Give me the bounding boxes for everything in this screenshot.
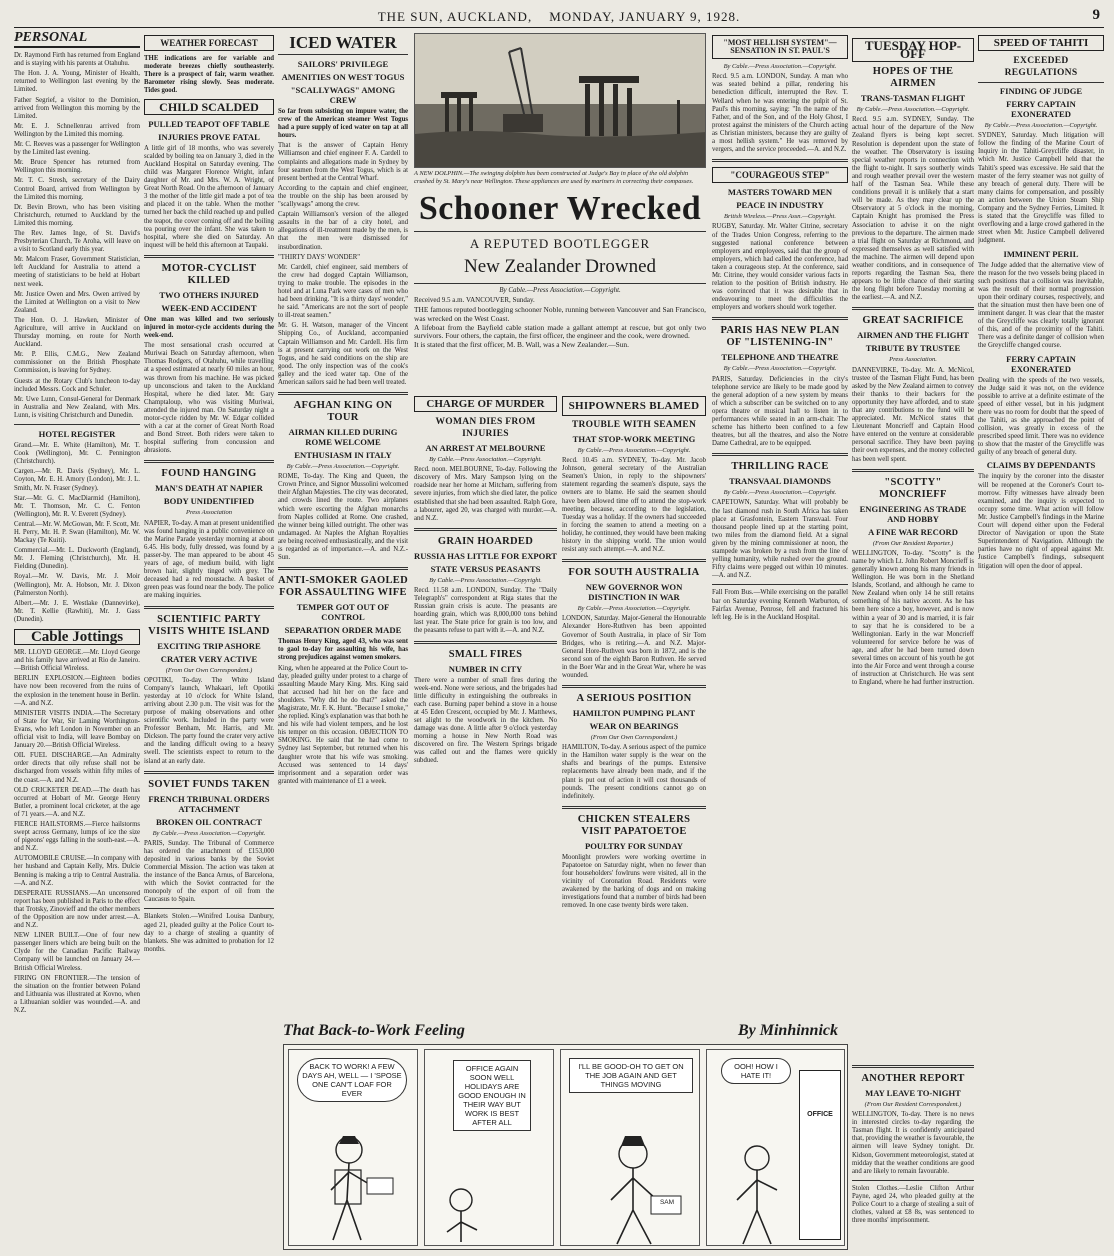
masthead — [14, 6, 1104, 28]
personal-item: Mr. T. C. Stresh, secretary of the Dairy Control Board, arrived from Wellington by the Limited this morning. — [14, 177, 140, 201]
schooner-paragraphs — [414, 306, 706, 350]
cable-jotting-item: MR. LLOYD GEORGE.—Mr. Lloyd George and his family have arrived at Rio de Janeiro.—British Official Wireless. — [14, 649, 140, 673]
schooner-dateline: Received 9.5 a.m. VANCOUVER, Sunday. — [414, 296, 535, 304]
cartoon-panel-1 — [288, 1049, 418, 1246]
great-sacrifice-heading: GREAT SACRIFICE — [862, 315, 964, 327]
hotel-register-item: Royal.—Mr. W. Davis, Mr. J. Moir (Wellington), Mr. A. Hobson, Mr. J. Dixon (Palmerston North). — [14, 573, 140, 597]
scotty-moncrieff-text: WELLINGTON, To-day. "Scotty" is the name by which Lt. John Robert Moncrieff is generally known among his many friends in Wellington. He was born in the Shetland Islands, Scotland, and although he came to New Zealand when only 14 he still retains something of his native accent. As he has been here since a boy, however, and is now within a year of 30 and is married, it is fair to say that he is considered to be a Wellingtonian. Early in the war Moncrieff volunteered for service before he was of age, and after he had been turned down several times on account of his youth he got into the Air Force and went through a course of instruction at Christchurch. He was sent to England, where he had further instruction. — [852, 549, 974, 687]
motorcyclist-lead: One man was killed and two seriously injured in motor-cycle accidents during the week-end. — [144, 315, 274, 340]
speed-tahiti-subhead: EXCEEDED REGULATIONS — [978, 55, 1104, 83]
personal-item: The Rev. James Inge, of St. David's Presbyterian Church, Te Aroha, will leave on a visit to Scotland early this year. — [14, 229, 140, 254]
hotel-register-item: Grand.—Mr. E. White (Hamilton), Mr. T. Cook (Wellington), Mr. C. Pennington (Christchurch). — [14, 442, 140, 466]
found-hanging-subhead: MAN'S DEATH AT NAPIER — [155, 483, 263, 494]
personal-item: Dr. Bevin Brown, who has been visiting Christchurch, returned to Auckland by the Limited this morning. — [14, 203, 140, 227]
chicken-stealers-subhead: POULTRY FOR SUNDAY — [584, 840, 684, 851]
courageous-step-subhead-2: PEACE IN INDUSTRY — [736, 200, 824, 211]
column-personal — [14, 32, 140, 1250]
dolphin-photo — [414, 33, 706, 168]
child-subhead-2: INJURIES PROVE FATAL — [158, 131, 260, 142]
schooner-subhead-2: New Zealander Drowned — [414, 256, 706, 284]
cartoon-speech-1: BACK TO WORK! A FEW DAYS AH, WELL — I 'SPOSE ONE CAN'T LOAF FOR EVER — [297, 1058, 407, 1102]
page-number: 9 — [1092, 7, 1100, 23]
serious-position-heading: A SERIOUS POSITION — [576, 693, 692, 705]
serious-position-text: HAMILTON, To-day. A serious aspect of the pumice in the Hamilton water supply is the wear on the shafts and bearings of the pumps. Extensive replacements have already been made, and if the plant is put out of action it will cost thousands of pounds. The present conditions cannot go on indefinitely. — [562, 744, 706, 800]
child-subhead: PULLED TEAPOT OFF TABLE — [148, 118, 270, 129]
paris-listening-byline: By Cable.—Press Association.—Copyright. — [723, 365, 837, 373]
courageous-step-text: RUGBY, Saturday. Mr. Walter Citrine, secretary of the Trades Union Congress, referring to the suggested national conference between employers and employees, said that the group of employers, which had called the conference, had taken a courageous step. At the conference, said Mr. Citrine, they would consider various facts in relation to the position of British industry. He was convinced that it was desirable that in endeavouring to meet the difficulties the employers and workers should work together. — [712, 223, 848, 312]
another-report-byline: (From Our Resident Correspondent.) — [864, 1101, 962, 1108]
iced-water-paragraph: Mr. G. H. Watson, manager of the Vincent Shipping Co., of Auckland, accompanied Captain Williamson and Mr. Cardell. His firm is at present carrying out work on the West Togus, and he said conditions on the ship are good. The only inspection was of the cook's galley and the iced water tap. One of the American sailors said he had been well treated. — [278, 322, 408, 386]
hotel-register-item: Cargen.—Mr. R. Davis (Sydney), Mr. L. Coyton, Mr. E. H. Amory (London), Mr. J. L. Smith, Mr. N. Fraser (Sydney). — [14, 468, 140, 492]
paris-listening-text: PARIS, Saturday. Deficiencies in the city's telephone service are likely to be made good by the general adoption of a new system by means of which a subscriber can be switched on to any opera theatre or musical hall to listen in to performances while seated in an arm-chair. The scheme has hitherto been confined to a few theatres, but all the theatres, and also the Notre Dame Cathedral, are to be equipped. — [712, 375, 848, 448]
south-australia-subhead: NEW GOVERNOR WON DISTINCTION IN WAR — [585, 582, 683, 603]
anti-smoker-text: King, when he appeared at the Police Court to-day, pleaded guilty under protest to a charge of assaulting Maude Mary King. Mrs. King said that accused had hit her on the face and shoulders. "Why did he do that?" asked the Magistrate, Mr. F. K. Hunt. "Because I smoke," she replied. King's explanation was that both he and his wife had violent tempers, and he lost his temper on this occasion. OBJECTION TO SMOKING. He said that he had come to Sydney last September, but returned when his daughter wrote that his wife was smoking. Accused was sentenced to 14 days' imprisonment and a separation order was granted with maintenance of £1 a week. — [278, 664, 408, 785]
cartoon-figure-2 — [425, 1050, 554, 1246]
iced-water-paragraph: Mr. Cardell, chief engineer, said members of the crew had dogged Captain Williamson, trying to make trouble. The episodes in the hotel and at Luna Park were cases of men who had been drinking. "It is a thirty days' wonder," he said. "Americans are not the sort of people to ill-treat seamen." — [278, 263, 408, 320]
column-four — [414, 393, 557, 1020]
found-hanging-text: NAPIER, To-day. A man at present unidentified was found hanging in a public convenience on the Marine Parade yesterday morning at about 6.45. His body, fully dressed, was found by a passer-by. The man appeared to be about 45 years of age, of medium build, with light brown hair, slightly tinged with grey. The deceased had a red moustache. A basket of green peas was found near the body. The police are making inquiries. — [144, 519, 274, 600]
scotty-moncrieff-subhead-2: A FINE WAR RECORD — [868, 526, 958, 537]
iced-water-subhead: SAILORS' PRIVILEGE — [297, 59, 389, 69]
soviet-funds-byline: By Cable.—Press Association.—Copyright. — [152, 829, 266, 837]
cartoon-figure-4 — [707, 1050, 845, 1246]
fall-from-bus-text: Fall From Bus.—While exercising on the parallel bar on Saturday evening Kenneth Warburton, of Fairfax Avenue, Penrose, fell and fractured his left leg. He is in the Auckland Hospital. — [712, 589, 848, 621]
cartoon-suitcase-label: SAM — [659, 1199, 675, 1206]
another-report-subhead: MAY LEAVE TO-NIGHT — [865, 1088, 961, 1098]
great-sacrifice-text: DANNEVIRKE, To-day. Mr. A. McNicol, trustee of the Tasman Flight Fund, has been asked by the New Zealand airmen to convey their thanks to their backers for the opportunity they have afforded, and to state that any contributions to the fund will be appreciated. Mr. McNicol states that Lieutenant Moncrieff and Captain Hood have entered on the venture at considerable personal sacrifice. They have been paying their own expenses, and the money collected has been well spent. — [852, 366, 974, 463]
tuesday-hopoff-subhead: HOPES OF THE AIRMEN — [872, 66, 954, 90]
dolphin-photo-illustration — [415, 34, 706, 168]
grain-hoarded-byline: By Cable.—Press Association.—Copyright. — [429, 576, 542, 584]
column-eight — [978, 32, 1104, 1250]
hotel-register-item: Commercial.—Mr. L. Duckworth (England), Mr. J. Fleming (Christchurch), Mr. H. Fielding (Dunedin). — [14, 547, 140, 571]
hotel-register-item: Star.—Mr. G. C. MacDiarmid (Hamilton), Mr. T. Thomson, Mr. C. C. Fenton (Wellington), Mr. R. V. Everett (Sydney). — [14, 494, 140, 518]
child-article-text: A little girl of 18 months, who was severely scalded by boiling tea on January 3, died in the Auckland Hospital on Saturday evening. The child was Margaret Florence Wright, infant daughter of Mr. and Mrs. W. A. Wright, of Great North Road. On the afternoon of January 3 the mother of the little girl made a pot of tea and placed it on the table. When the mother turned her back the child reached up and pulled the teapot, the cover coming off and the boiling tea pouring over the infant. She was taken to hospital, where she died on Saturday. An inquest will be held this afternoon at Taupaki. — [144, 144, 274, 249]
hotel-register-heading: HOTEL REGISTER — [38, 429, 116, 440]
cartoon-figure-3 — [561, 1050, 700, 1246]
found-hanging-byline: Press Association — [185, 509, 233, 517]
personal-item: The Hon. J. A. Young, Minister of Health, returned to Wellington last evening by the Limited. — [14, 70, 140, 94]
schooner-paragraph: A lifeboat from the Bayfield cable station made a gallant attempt at rescue, but got only two survivors. Four others, the captain, the first officer, the engineer and the cook, were drowned. — [414, 322, 706, 341]
afghan-king-subhead-2: ENTHUSIASM IN ITALY — [294, 450, 392, 461]
claims-text: The inquiry by the coroner into the disaster will be reopened at the Coroner's Court to-morrow. Fifty witnesses have already been examined, and the inquiry is expected to occupy some time. What action will follow Mr. Justice Campbell's findings in the Marine Court will depend either upon the Federal Director of Navigation or upon the State Superintendent of Navigation. Although the parties have no right of appeal against Mr. Justice Campbell's findings, subsequent litigation will open the door of appeal. — [978, 473, 1104, 570]
hotel-register-paragraphs — [14, 442, 140, 624]
iced-water-paragraph: That is the answer of Captain Henry Williamson and chief engineer F. A. Cardell to complaints and allegations made in Sydney by four seamen from the West Togus, which is at present berthed at the Central Wharf. — [278, 142, 408, 182]
cartoon — [283, 1044, 848, 1250]
imminent-peril-text: The Judge added that the alternative view of the reason for the two vessels being placed in such positions that a collision was inevitable, was the result of their normal progression upon their ordinary courses, respectively, and that the situation must then have been one of imminent danger. It was clear that the master of the Greycliffe was clearly totally ignorant of this, and of the proximity of the Tahiti. There was a definite danger of collision when the Greycliffe changed course. — [978, 261, 1104, 350]
iced-water-heading: ICED WATER — [289, 33, 397, 52]
iced-water-paragraph: Captain Williamson's version of the alleged assaults in the bar of a city hotel, and allegations of ill-treatment made by the men, is that the men were dismissed for insubordination. — [278, 211, 408, 251]
anti-smoker-subhead-2: SEPARATION ORDER MADE — [284, 625, 402, 636]
personal-paragraphs — [14, 52, 140, 420]
shipowners-heading: SHIPOWNERS BLAMED — [562, 396, 706, 416]
blankets-stolen-text: Blankets Stolen.—Winifred Louisa Danbury, aged 21, pleaded guilty at the Police Court to-day to a charge of stealing a quantity of blankets. She was admitted to probation for 12 months. — [144, 913, 274, 953]
south-australia-byline: By Cable.—Press Association.—Copyright. — [577, 605, 691, 613]
found-hanging-subhead-2: BODY UNIDENTIFIED — [163, 496, 255, 507]
cartoon-figure-1 — [289, 1050, 418, 1246]
personal-item: Mr. Justice Owen and Mrs. Owen arrived by the Limited at Wellington on a visit to New Zealand. — [14, 290, 140, 314]
grain-hoarded-subhead-2: STATE VERSUS PEASANTS — [430, 563, 541, 574]
cartoon-title-bar — [283, 1022, 848, 1042]
hotel-register-item: Albert.—Mr. J. E. Westlake (Dannevirke), Mr. T. Kellie (Rawhiti), Mr. J. Gass (Dunedin). — [14, 599, 140, 623]
cable-jotting-item: BERLIN EXPLOSION.—Eighteen bodies have now been recovered from the ruins of the explosion in the tenement house in Berlin.—A. and N.Z. — [14, 675, 140, 707]
afghan-king-subhead: AIRMAN KILLED DURING ROME WELCOME — [288, 427, 398, 448]
scientific-party-heading: SCIENTIFIC PARTY VISITS WHITE ISLAND — [148, 613, 270, 637]
ferry-captain-text: Dealing with the speeds of the two vessels, the Judge said it was not, on the evidence possible to arrive at a definite estimate of the speed of either vessel, but in his judgment there was no room for doubt that the speed of the Tahiti, as she approached the point of collision, was greatly in excess of the prescribed speed limit. There was no evidence to show that the master of the Greycliffe was guilty of any breach of general duty. — [978, 376, 1104, 457]
anti-smoker-heading: ANTI-SMOKER GAOLED FOR ASSAULTING WIFE — [278, 575, 408, 599]
another-report-text: WELLINGTON, To-day. There is no news in interested circles to-day regarding the Tasman flight. It is confidently anticipated that, providing the weather is favourable, the airmen will leave Sydney tonight. Dr. Kidson, Government meteorologist, stated at midday that the weather conditions are good and are likely to remain favourable. — [852, 1111, 974, 1175]
cable-jotting-item: NEW LINER BUILT.—One of four new passenger liners which are being built on the Clyde for the Canadian Pacific Railway Company will be launched on January 24.—British Official Wireless. — [14, 932, 140, 972]
imminent-peril-heading: IMMINENT PERIL — [1003, 248, 1079, 259]
scientific-party-text: OPOTIKI, To-day. The White Island Company's launch, Whakaari, left Opotiki yesterday at 10 o'clock for White Island, arriving about 2.30 p.m. The visit was for the purpose of making observations and other scientific work. Included in the party were Professor Benham, Mr. Harris, and Mr. Dickson. The party found the crater very active and the landing difficult owing to a heavy swell. The scientists expect to return to the island at an early date. — [144, 676, 274, 765]
scotty-moncrieff-byline: (From Our Resident Reporter.) — [872, 539, 954, 547]
issue-date: MONDAY, JANUARY 9, 1928. — [549, 9, 741, 24]
cartoon-byline: By Minhinnick — [737, 1022, 838, 1039]
personal-item: Mr. Malcom Fraser, Government Statistician, left Auckland for Australia to attend a meeting of statisticians to be held at Hobart next week. — [14, 256, 140, 288]
ferry-captain-heading: FERRY CAPTAIN EXONERATED — [1006, 353, 1076, 374]
south-australia-text: LONDON, Saturday. Major-General the Honourable Alexander Hore-Ruthven has been appointed Governor of South Australia, in place of Sir Tom Bridges, who is retiring.—A. and N.Z. Major-General Hore-Ruthven was born in 1872, and is the second son of the eighth Baron Ruthven. He served in the Boer War and in the Great War, where he was wounded. — [562, 615, 706, 679]
shipowners-subhead: TROUBLE WITH SEAMEN — [571, 420, 697, 430]
personal-item: Mr. C. Reeves was a passenger for Wellington by the Limited last evening. — [14, 141, 140, 157]
schooner-paragraph: THE famous reputed bootlegging schooner Noble, running between Vancouver and San Francisco, was wrecked on the West Coast. — [414, 305, 706, 323]
anti-smoker-lead: Thomas Henry King, aged 43, who was sent to gaol to-day for assaulting his wife, has strong prejudices against women smokers. — [278, 638, 408, 662]
small-fires-heading: SMALL FIRES — [448, 648, 523, 660]
great-sacrifice-byline: Press Association. — [889, 356, 937, 364]
cable-jotting-item: AUTOMOBILE CRUISE.—In company with her husband and Captain Kelly, Mrs. Dulcie Benning is making a trip to Central Australia.—A. and N.Z. — [14, 855, 140, 887]
tuesday-hopoff-text: Recd. 9.5 a.m. SYDNEY, Sunday. The actual hour of the departure of the New Zealand flyers is being kept secret. Resolution is dependent upon the state of the weather. The Observatory is issuing special weather reports in connection with the flight to-night. It says southerly winds and rough weather prevail over the western half of the Tasman Sea. While these conditions prevail it is unlikely that a start will be made. As they may clear up the Observatory at 5 o'clock in the morning, Captain Knight has promised the Press Association to advise it on the night previous to the departure. The airmen made a trial flight on Saturday at Richmond, and expressed themselves as well satisfied with the machine. The airmen will depend upon weather conditions, and in consequence of reports regarding the Tasman Sea, there appears to be little chance of their starting the long flight before Tuesday morning at the earliest.—A. and N.Z. — [852, 116, 974, 302]
tuesday-hopoff-heading: TUESDAY HOP-OFF — [852, 38, 974, 62]
st-pauls-heading: "MOST HELLISH SYSTEM"— SENSATION IN ST. PAUL'S — [712, 35, 848, 59]
great-sacrifice-subhead: AIRMEN AND THE FLIGHT — [857, 330, 969, 341]
found-hanging-heading: FOUND HANGING — [161, 468, 257, 480]
cartoon-office-sign: OFFICE — [807, 1111, 833, 1118]
scientific-party-subhead-2: CRATER VERY ACTIVE — [160, 653, 258, 664]
paris-listening-heading: PARIS HAS NEW PLAN OF "LISTENING-IN" — [720, 325, 840, 349]
column-six — [712, 32, 848, 1020]
tuesday-hopoff-byline: By Cable.—Press Association.—Copyright. — [856, 106, 970, 114]
child-scalded-heading: CHILD SCALDED — [144, 99, 274, 115]
cartoon-speech-2: OFFICE AGAIN SOON WELL HOLIDAYS ARE GOOD ENOUGH IN THEIR WAY BUT WORK IS BEST AFTER ALL — [453, 1060, 531, 1131]
thrilling-race-subhead: TRANSVAAL DIAMONDS — [729, 476, 831, 487]
speed-tahiti-subhead-2: FINDING OF JUDGE — [999, 86, 1083, 97]
afghan-king-byline: By Cable.—Press Association.—Copyright. — [286, 463, 400, 471]
charge-murder-byline: By Cable.—Press Association.—Copyright. — [429, 456, 542, 464]
anti-smoker-subhead: TEMPER GOT OUT OF CONTROL — [296, 602, 390, 623]
afghan-king-heading: AFGHAN KING ON TOUR — [293, 400, 393, 424]
small-fires-text: There were a number of small fires during the week-end. None were serious, and the brigades had little difficulty in extinguishing the outbreaks in each case. Burning paper behind a stove in a house at 45 Eden Crescent, occupied by Mr. J. Matthews, set alight to the woodwork in the kitchen. No damage was done. A little after 9 o'clock yesterday morning a house in New North Road was discovered on fire. The Western Springs brigade was called out and the flames were quickly subdued. — [414, 676, 557, 765]
iced-water-paragraphs — [278, 142, 408, 387]
scotty-moncrieff-heading: "SCOTTY" MONCRIEFF — [879, 476, 947, 500]
st-pauls-text: Recd. 9.5 a.m. LONDON, Sunday. A man who was seated behind a pillar, rendering his benediction difficult, interrupted the Rev. T. Wellard when he was entering the pulpit of St. Paul's this morning, saying: "In the name of the Father, and of the Son, and of the Holy Ghost, I protest against the ministers of the Church acting as Christian ministers, because they are guilty of a most hellish system." He was removed by vergers, and the service proceeded.—A. and N.Z. — [712, 73, 848, 154]
schooner-article — [414, 190, 706, 350]
personal-item: Dr. Raymond Firth has returned from England and is staying with his parents at Otahuhu. — [14, 52, 140, 68]
tuesday-hopoff-subhead-2: TRANS-TASMAN FLIGHT — [860, 93, 966, 104]
cable-jottings-list — [14, 649, 140, 1015]
charge-murder-subhead-2: AN ARREST AT MELBOURNE — [425, 443, 546, 454]
cable-jottings-heading: Cable Jottings — [14, 629, 140, 645]
paris-listening-subhead: TELEPHONE AND THEATRE — [721, 352, 839, 363]
weather-forecast-heading: WEATHER FORECAST — [144, 35, 274, 51]
iced-water-paragraph: "THIRTY DAYS' WONDER" — [278, 253, 361, 261]
cartoon-panel-4 — [706, 1049, 845, 1246]
claims-heading: CLAIMS BY DEPENDANTS — [986, 460, 1096, 471]
courageous-step-subhead: MASTERS TOWARD MEN — [727, 187, 833, 198]
soviet-funds-heading: SOVIET FUNDS TAKEN — [148, 778, 270, 790]
courageous-step-heading: "COURAGEOUS STEP" — [712, 167, 848, 183]
schooner-headline: Schooner Wrecked — [414, 190, 706, 232]
shipowners-byline: By Cable.—Press Association.—Copyright. — [577, 447, 691, 454]
great-sacrifice-subhead-2: TRIBUTE BY TRUSTEE — [865, 343, 961, 354]
weather-forecast-text: THE indications are for variable and moderate breezes chiefly southeasterly. There is a prospect of fair, warm weather. Barometer rising slowly. Seas moderate. Tides good. — [144, 55, 274, 95]
schooner-paragraph: It is stated that the first officer, M. B. Wall, was a New Zealander.—Sun. — [414, 340, 629, 350]
grain-hoarded-text: Recd. 11.58 a.m. LONDON, Sunday. The "Daily Telegraph's" correspondent at Riga states that the Russian grain crisis is acute. The peasants are hoarding grain, which was 8,000,000 tons behind last year. The State price for grain is too low, and the peasants refuse to part with it.—A. and N.Z. — [414, 586, 557, 635]
speed-tahiti-byline: By Cable.—Press Association.—Copyright. — [984, 122, 1098, 130]
thrilling-race-heading: THRILLING RACE — [731, 461, 829, 473]
motorcyclist-subhead-2: WEEK-END ACCIDENT — [161, 302, 257, 313]
personal-item: Mr. Bruce Spencer has returned from Wellington this morning. — [14, 159, 140, 175]
serious-position-subhead: HAMILTON PUMPING PLANT — [572, 708, 696, 719]
stolen-clothes-text: Stolen Clothes.—Leslie Clifton Arthur Payne, aged 24, who pleaded guilty at the Police Court to a charge of stealing a suit of clothes, valued at £8 8s, was sentenced to three months' imprisonment. — [852, 1184, 974, 1225]
iced-water-subhead-3: "SCALLYWAGS" AMONG CREW — [290, 85, 396, 105]
chicken-stealers-heading: CHICKEN STEALERS VISIT PAPATOETOE — [577, 813, 691, 837]
hotel-register-item: Central.—Mr. W. McGowan, Mr. F. Scott, Mr. H. Perry, Mr. H. P. Swan (Hamilton), Mr. W. Mackay (Te Kuiti). — [14, 520, 140, 545]
cartoon-title: That Back-to-Work Feeling — [283, 1022, 465, 1039]
thrilling-race-byline: By Cable.—Press Association.—Copyright. — [723, 489, 837, 497]
speed-tahiti-heading: SPEED OF TAHITI — [978, 35, 1104, 51]
speed-tahiti-text: SYDNEY, Saturday. Much litigation will follow the finding of the Marine Court of Inquiry in the Tahiti-Greycliffe disaster, in which Mr. Justice Campbell held that the Tahiti's speed was excessive. He said that the master of the ferry steamer was not guilty of any breach of general duty. There will be many claims for compensation, and possibly an action between the Union Steam Ship Company and the Sydney Ferries, Limited. It is stated that the Greycliffe was filled to overflowing and a large crowd gathered in the street when Mr. Justice Campbell delivered judgment. — [978, 132, 1104, 245]
afghan-king-text: ROME, To-day. The King and Queen, the Crown Prince, and Signor Mussolini welcomed their Afghan Majesties. The city was decorated, and crowds lined the route. Two airplanes which were escorting the Afghan monarchs from Naples collided at Rome. One crashed, the winner being killed outright. The other was undamaged. At Naples the Afghan Royalties are being received enthusiastically, and the visit is regarded as of importance.—A. and N.Z.-Sun. — [278, 473, 408, 562]
column-seven-bottom — [852, 1060, 974, 1250]
shipowners-text: Recd. 10.45 a.m. SYDNEY, To-day. Mr. Jacob Johnson, general secretary of the Australian Seamen's Union, in reply to the shipowners' statement regarding the seamen's dispute, says the owners are to blame. He said the seamen should have been allowed time off to attend the stop-work meeting, because, according to the legislation, Tuesday was a holiday. If the owners had succeeded in forcing the seamen to attend a meeting on a holiday, he continued, they would have been making history in the shipping world. The union would resist any such attempt.—A. and N.Z. — [562, 457, 706, 554]
grain-hoarded-subhead: RUSSIA HAS LITTLE FOR EXPORT — [414, 550, 557, 561]
motorcyclist-subhead: TWO OTHERS INJURED — [159, 289, 259, 300]
cable-jotting-item: FIERCE HAILSTORMS.—Fierce hailstorms swept across Germany, lumps of ice the size of pigeons' eggs falling in the south-east.—A. and N.Z. — [14, 820, 140, 853]
cable-jotting-item: MINISTER VISITS INDIA.—The Secretary of State for War, Sir Laming Worthington-Evans, who left London in November on an official visit to India, will leave Bombay on January 20.—British Official Wireless. — [14, 709, 140, 750]
schooner-byline: By Cable.—Press Association.—Copyright. — [499, 286, 621, 294]
iced-water-lead: So far from subsisting on impure water, the crew of the American steamer West Togus had a pure supply of iced water on tap at all hours. — [278, 108, 408, 140]
st-pauls-byline: By Cable.—Press Association.—Copyright. — [723, 63, 837, 71]
cable-jotting-item: DESPERATE RUSSIANS.—An uncensored report has been published in Paris to the effect that Trotsky, Zinovieff and the other members of the Opposition are now under arrest.—A. and N.Z. — [14, 889, 140, 930]
soviet-funds-subhead-2: BROKEN OIL CONTRACT — [155, 816, 262, 827]
scotty-moncrieff-subhead: ENGINEERING AS TRADE AND HOBBY — [859, 503, 967, 524]
cable-jotting-item: FIRING ON FRONTIER.—The tension of the situation on the frontier between Poland and Lithuania was illustrated at Kovno, when a Lithuanian soldier was wounded.—A. and N.Z. — [14, 974, 140, 1015]
charge-murder-subhead: WOMAN DIES FROM INJURIES — [435, 417, 536, 440]
cable-jotting-item: OIL FUEL DISCHARGE.—An Admiralty order directs that oily refuse shall not be discharged from vessels within fifty miles of the coast.—A. and N.Z. — [14, 752, 140, 784]
paper-name: THE SUN, AUCKLAND, — [377, 9, 533, 24]
column-two — [144, 32, 274, 1250]
shipowners-subhead-2: THAT STOP-WORK MEETING — [572, 434, 696, 444]
personal-item: Guests at the Rotary Club's luncheon to-day included Messrs. Cock and Schuler. — [14, 377, 140, 393]
dolphin-photo-caption: A NEW DOLPHIN.—The swinging dolphin has been constructed at Judge's Bay in place of the old dolphin crushed by St. Mary's near Wellington. These appliances are used by mariners in correcting their compasses. — [414, 170, 694, 185]
cartoon-panel-3 — [560, 1049, 700, 1246]
grain-hoarded-heading: GRAIN HOARDED — [437, 535, 534, 547]
thrilling-race-text: CAPETOWN, Saturday. What will probably be the last diamond rush in South Africa has taken place at Grasfontein, Eastern Transvaal. Four thousand people lined up at the starting point, two miles from the diamond field. At a signal given by the mining commissioner at noon, the stampede was broken by a rush from the line of yelling humanity, while rushed over the ground. Fifty claims were pegged out within 10 minutes.—A. and N.Z. — [712, 499, 848, 580]
serious-position-byline: (From Our Own Correspondent.) — [590, 734, 678, 742]
personal-item: Mr. E. J. Schnellenrau arrived from Wellington by the Limited this morning. — [14, 122, 140, 138]
scientific-party-byline: (From Our Own Correspondent.) — [165, 666, 253, 674]
another-report-heading: ANOTHER REPORT — [861, 1073, 965, 1084]
iced-water-paragraph: According to the captain and chief engineer, the trouble on the ship has been aroused by "scallywags" among the crew. — [278, 184, 408, 209]
motorcyclist-text: The most sensational crash occurred at Muriwai Beach on Saturday afternoon, when Thomas Rodgers, of Otahuhu, while travelling at a speed estimated at nearly 60 miles an hour, was thrown from his machine. He was picked up unconscious and taken to the Auckland Hospital, where he died later. Mr. Gary Champtaloup, who was visiting Muriwai, attended the injured man. On Saturday night a motor-cycle ridden by Mr. W. Edgar collided with a car at the corner of Great North Road and Bond Street. Both riders were taken to hospital suffering from concussion and abrasions. — [144, 342, 274, 455]
schooner-subhead: A REPUTED BOOTLEGGER — [469, 236, 651, 251]
cartoon-panel-2 — [424, 1049, 554, 1246]
iced-water-subhead-2: AMENITIES ON WEST TOGUS — [281, 72, 405, 82]
cartoon-speech-3: I'LL BE GOOD-OH TO GET ON THE JOB AGAIN AND GET THINGS MOVING — [569, 1058, 693, 1093]
cartoon-speech-4: OOH! HOW I HATE IT! — [721, 1058, 791, 1084]
motorcyclist-heading: MOTOR-CYCLIST KILLED — [161, 262, 257, 286]
personal-item: Mr. P. Ellis, C.M.G., New Zealand commissioner on the British Phosphate Commission, is leaving for Sydney. — [14, 351, 140, 375]
small-fires-subhead: NUMBER IN CITY — [448, 663, 523, 674]
serious-position-subhead-2: WEAR ON BEARINGS — [589, 721, 679, 732]
personal-item: Mr. Uwe Lunn, Consul-General for Denmark in Australia and New Zealand, with Mrs. Lunn, is visiting Christchurch and Dunedin. — [14, 395, 140, 419]
scientific-party-subhead: EXCITING TRIP ASHORE — [157, 640, 261, 651]
masthead-title — [14, 9, 1104, 25]
speed-tahiti-subhead-3: FERRY CAPTAIN EXONERATED — [1006, 99, 1076, 120]
charge-murder-text: Recd. noon. MELBOURNE, To-day. Following the discovery of Mrs. Mary Sampson lying on the roadside near her home at Mitcham, suffering from severe injuries, from which she died later, the police established that she had been assaulted. Ralph Gore, a labourer, aged 20, was charged with murder.—A. and N.Z. — [414, 466, 557, 522]
chicken-stealers-text: Moonlight prowlers were working overtime in Papatoetoe on Saturday night, when no fewer than four householders' fowlruns were visited, all in the vicinity of Coronation Road. Residents were awakened by the barking of dogs and on making investigations found that a number of birds had been removed. In one case twenty birds were taken. — [562, 853, 706, 910]
column-five — [562, 393, 706, 1020]
column-three — [278, 32, 408, 1020]
personal-item: The Hon. O. J. Hawken, Minister of Agriculture, will arrive in Auckland on Thursday morning, en route for North Auckland. — [14, 316, 140, 349]
soviet-funds-text: PARIS, Sunday. The Tribunal of Commerce has ordered the attachment of £153,000 deposited in various banks by the Soviet Commercial Mission. The action was taken at the instance of the Banca Arnus, of Barcelona, with which the Soviet contracted for the monopoly of the export of oil from the Caucasus to Spain. — [144, 839, 274, 904]
south-australia-heading: FOR SOUTH AUSTRALIA — [568, 567, 700, 579]
cable-jotting-item: OLD CRICKETER DEAD.—The death has occurred at Hobart of Mr. George Henry Butler, a prominent local cricketer, at the age of 71 years.—A. and N.Z. — [14, 786, 140, 818]
soviet-funds-subhead: FRENCH TRIBUNAL ORDERS ATTACHMENT — [148, 793, 270, 814]
charge-murder-heading: CHARGE OF MURDER — [414, 396, 557, 412]
courageous-step-byline: British Wireless.—Press Assn.—Copyright. — [724, 213, 836, 221]
personal-item: Father Segrief, a visitor to the Dominion, arrived from Wellington this morning by the Limited. — [14, 96, 140, 120]
personal-heading: PERSONAL — [14, 32, 140, 48]
